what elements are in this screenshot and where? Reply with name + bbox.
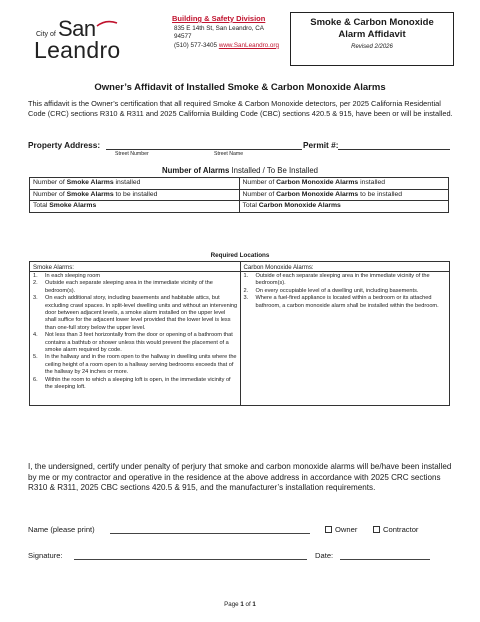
department-address: 835 E 14th St, San Leandro, CA 94577	[174, 24, 264, 41]
checkbox-icon	[373, 526, 380, 533]
revision-date: Revised 2/2026	[351, 44, 393, 50]
department-phone: (510) 577-3405	[174, 41, 218, 49]
co-total-cell[interactable]: Total Carbon Monoxide Alarms	[239, 201, 449, 213]
list-item: 5. In the hallway and in the room open to the hallway in dwelling units where the ceiling height of a room open to a hallway serving bedrooms exceeds that of the hallway by 24 inches or more.	[33, 354, 237, 376]
form-title-line1: Smoke & Carbon Monoxide	[310, 17, 434, 28]
logo-city-of: City of	[36, 31, 56, 38]
city-logo	[28, 14, 138, 64]
list-item: 1. Outside of each separate sleeping area in the immediate vicinity of the bedroom(s).	[243, 273, 430, 287]
permit-number-field[interactable]	[338, 149, 450, 150]
list-item: 6. Within the room to which a sleeping loft is open, in the immediate vicinity of the sleeping loft.	[33, 376, 231, 391]
checkbox-icon	[325, 526, 332, 533]
smoke-locations-column	[30, 262, 240, 405]
name-field[interactable]	[110, 533, 310, 534]
logo-swoosh-icon	[96, 20, 118, 28]
page-number: Page 1 of 1	[224, 601, 256, 608]
smoke-locations-heading: Smoke Alarms:	[30, 264, 240, 272]
permit-label: Permit #:	[303, 140, 339, 150]
table-row	[30, 201, 449, 213]
department-info	[150, 15, 280, 50]
name-row	[28, 525, 458, 537]
name-label: Name (please print)	[28, 525, 95, 534]
department-website-link[interactable]: www.SanLeandro.org	[218, 41, 280, 49]
date-label: Date:	[315, 551, 334, 560]
table-row	[30, 189, 449, 201]
co-locations-heading: Carbon Monoxide Alarms:	[241, 264, 450, 272]
smoke-locations-list	[33, 273, 238, 392]
signature-label: Signature:	[28, 551, 63, 560]
date-field[interactable]	[340, 559, 430, 560]
property-address-field[interactable]	[106, 149, 302, 150]
counts-heading: Number of Alarms Installed / To Be Installed	[161, 166, 319, 175]
co-installed-cell[interactable]: Number of Carbon Monoxide Alarms installed	[239, 178, 449, 190]
co-locations-list	[244, 273, 448, 310]
smoke-installed-cell[interactable]: Number of Smoke Alarms installed	[30, 178, 240, 190]
list-item: 3. On each additional story, including basements and habitable attics, but excluding crawl spaces. In split-level dwelling units and without an intervening door between adjacent levels, a smoke alarm installed on the upper level shall suffice for the adjacent lower level provided that the lower level is less than one-full story below the upper level.	[33, 295, 238, 331]
required-locations-title: Required Locations	[210, 252, 270, 259]
page-title: Owner’s Affidavit of Installed Smoke & Carbon Monoxide Alarms	[94, 82, 386, 93]
form-title-line2: Alarm Affidavit	[338, 29, 406, 40]
certification-statement: I, the undersigned, certify under penalty of perjury that smoke and carbon monoxide alarms will be/have been installed by me or my contractor and operative in the residence at the above address in accordance with 2025 CRC sections R310 & R311, 2025 CBC sections 420.5 & 915, and the manufacturer’s installation requirements.	[28, 462, 452, 493]
smoke-total-cell[interactable]: Total Smoke Alarms	[30, 201, 240, 213]
department-name: Building & Safety Division	[172, 14, 266, 23]
list-item: 2. Outside each separate sleeping area in the immediate vicinity of the bedroom(s).	[33, 280, 213, 294]
logo-san: San	[58, 16, 96, 41]
property-row	[28, 140, 458, 162]
intro-paragraph: This affidavit is the Owner’s certification that all required Smoke & Carbon Monoxide detectors, per 2025 California Residential Code (CRC) sections R310 & R311 and 2025 California Building Code (CBC) sections 420.5 & 915, have been or will be installed.	[28, 99, 453, 118]
table-row	[30, 178, 449, 190]
street-name-label: Street Name	[214, 151, 244, 157]
co-locations-column	[240, 262, 450, 405]
list-item: 2. On every occupiable level of a dwelling unit, including basements.	[243, 287, 419, 294]
list-item: 4. Not less than 3 feet horizontally from the door or opening of a bathroom that contains a bathtub or shower unless this would prevent the placement of a smoke alarm required by code.	[33, 332, 233, 354]
list-item: 1. In each sleeping room	[33, 273, 101, 279]
required-locations-box	[29, 261, 450, 406]
list-item: 3. Where a fuel-fired appliance is located within a bedroom or its attached bathroom, a carbon monoxide alarm shall be installed within the bedroom.	[243, 295, 439, 309]
form-title-box	[290, 12, 454, 66]
smoke-to-install-cell[interactable]: Number of Smoke Alarms to be installed	[30, 189, 240, 201]
owner-checkbox[interactable]: Owner	[325, 525, 357, 534]
property-address-label: Property Address:	[28, 140, 101, 150]
signature-field[interactable]	[74, 559, 307, 560]
co-to-install-cell[interactable]: Number of Carbon Monoxide Alarms to be installed	[239, 189, 449, 201]
street-number-label: Street Number	[115, 151, 149, 157]
contractor-checkbox[interactable]: Contractor	[373, 525, 418, 534]
alarm-counts-table	[29, 177, 449, 213]
signature-row	[28, 551, 458, 563]
logo-leandro: Leandro	[34, 37, 121, 63]
